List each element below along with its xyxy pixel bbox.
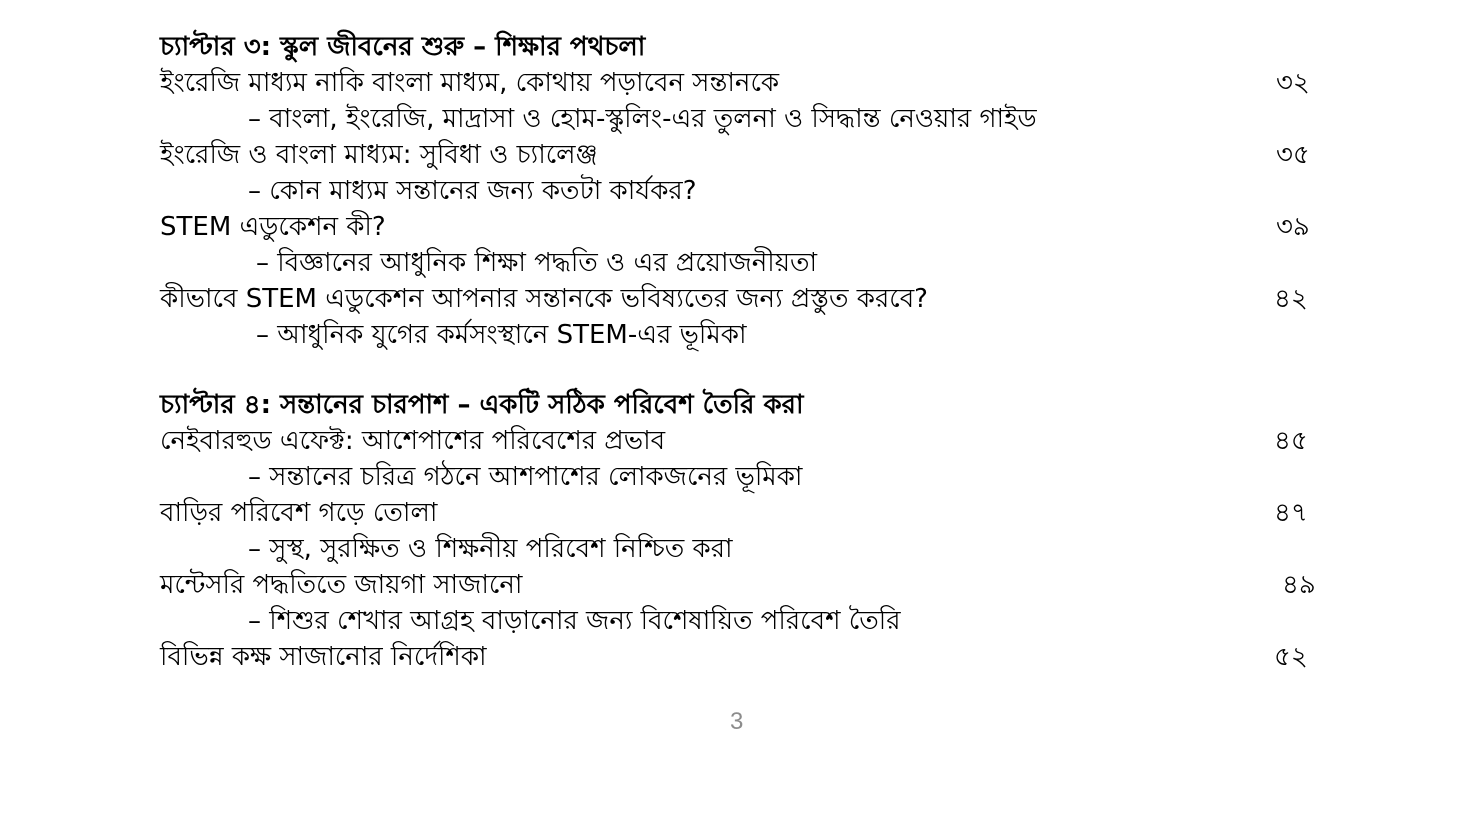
- toc-entry-title: ইংরেজি ও বাংলা মাধ্যম: সুবিধা ও চ্যালেঞ্জ: [160, 140, 598, 170]
- toc-entry-subtitle: – বিজ্ঞানের আধুনিক শিক্ষা পদ্ধতি ও এর প্রয়োজনীয়তা: [256, 248, 818, 278]
- toc-entry-title: মন্টেসরি পদ্ধতিতে জায়গা সাজানো: [160, 570, 523, 600]
- toc-entry-title: ইংরেজি মাধ্যম নাকি বাংলা মাধ্যম, কোথায় পড়াবেন সন্তানকে: [160, 68, 780, 98]
- toc-entry-subtitle: – সুস্থ, সুরক্ষিত ও শিক্ষনীয় পরিবেশ নিশ্চিত করা: [248, 534, 733, 564]
- toc-entry-page: ৫২: [1274, 642, 1308, 672]
- toc-entry-page: ৪৭: [1274, 498, 1308, 528]
- toc-entry-page: ৪২: [1274, 284, 1308, 314]
- chapter-3-heading: চ্যাপ্টার ৩: স্কুল জীবনের শুরু – শিক্ষার পথচলা: [160, 32, 646, 62]
- toc-entry-page: ৩২: [1276, 68, 1310, 98]
- toc-entry-page: ৩৫: [1276, 140, 1310, 170]
- toc-entry-subtitle: – সন্তানের চরিত্র গঠনে আশপাশের লোকজনের ভূমিকা: [248, 462, 803, 492]
- toc-entry-title: বাড়ির পরিবেশ গড়ে তোলা: [160, 498, 438, 528]
- toc-entry-page: ৩৯: [1276, 212, 1310, 242]
- toc-entry-title: কীভাবে STEM এডুকেশন আপনার সন্তানকে ভবিষ্যতের জন্য প্রস্তুত করবে?: [160, 284, 928, 314]
- toc-entry-subtitle: – কোন মাধ্যম সন্তানের জন্য কতটা কার্যকর?: [248, 176, 697, 206]
- toc-entry-title: নেইবারহুড এফেক্ট: আশেপাশের পরিবেশের প্রভাব: [160, 426, 666, 456]
- toc-entry-subtitle: – আধুনিক যুগের কর্মসংস্থানে STEM-এর ভূমিকা: [256, 320, 747, 350]
- toc-entry-page: ৪৯: [1282, 570, 1316, 600]
- page-number: 3: [730, 708, 744, 735]
- toc-entry-title: STEM এডুকেশন কী?: [160, 212, 386, 242]
- toc-entry-title: বিভিন্ন কক্ষ সাজানোর নির্দেশিকা: [160, 642, 487, 672]
- toc-entry-subtitle: – বাংলা, ইংরেজি, মাদ্রাসা ও হোম-স্কুলিং-এর তুলনা ও সিদ্ধান্ত নেওয়ার গাইড: [248, 104, 1037, 134]
- chapter-4-heading: চ্যাপ্টার ৪: সন্তানের চারপাশ – একটি সঠিক পরিবেশ তৈরি করা: [160, 390, 804, 420]
- toc-entry-subtitle: – শিশুর শেখার আগ্রহ বাড়ানোর জন্য বিশেষায়িত পরিবেশ তৈরি: [248, 606, 901, 636]
- toc-entry-page: ৪৫: [1274, 426, 1308, 456]
